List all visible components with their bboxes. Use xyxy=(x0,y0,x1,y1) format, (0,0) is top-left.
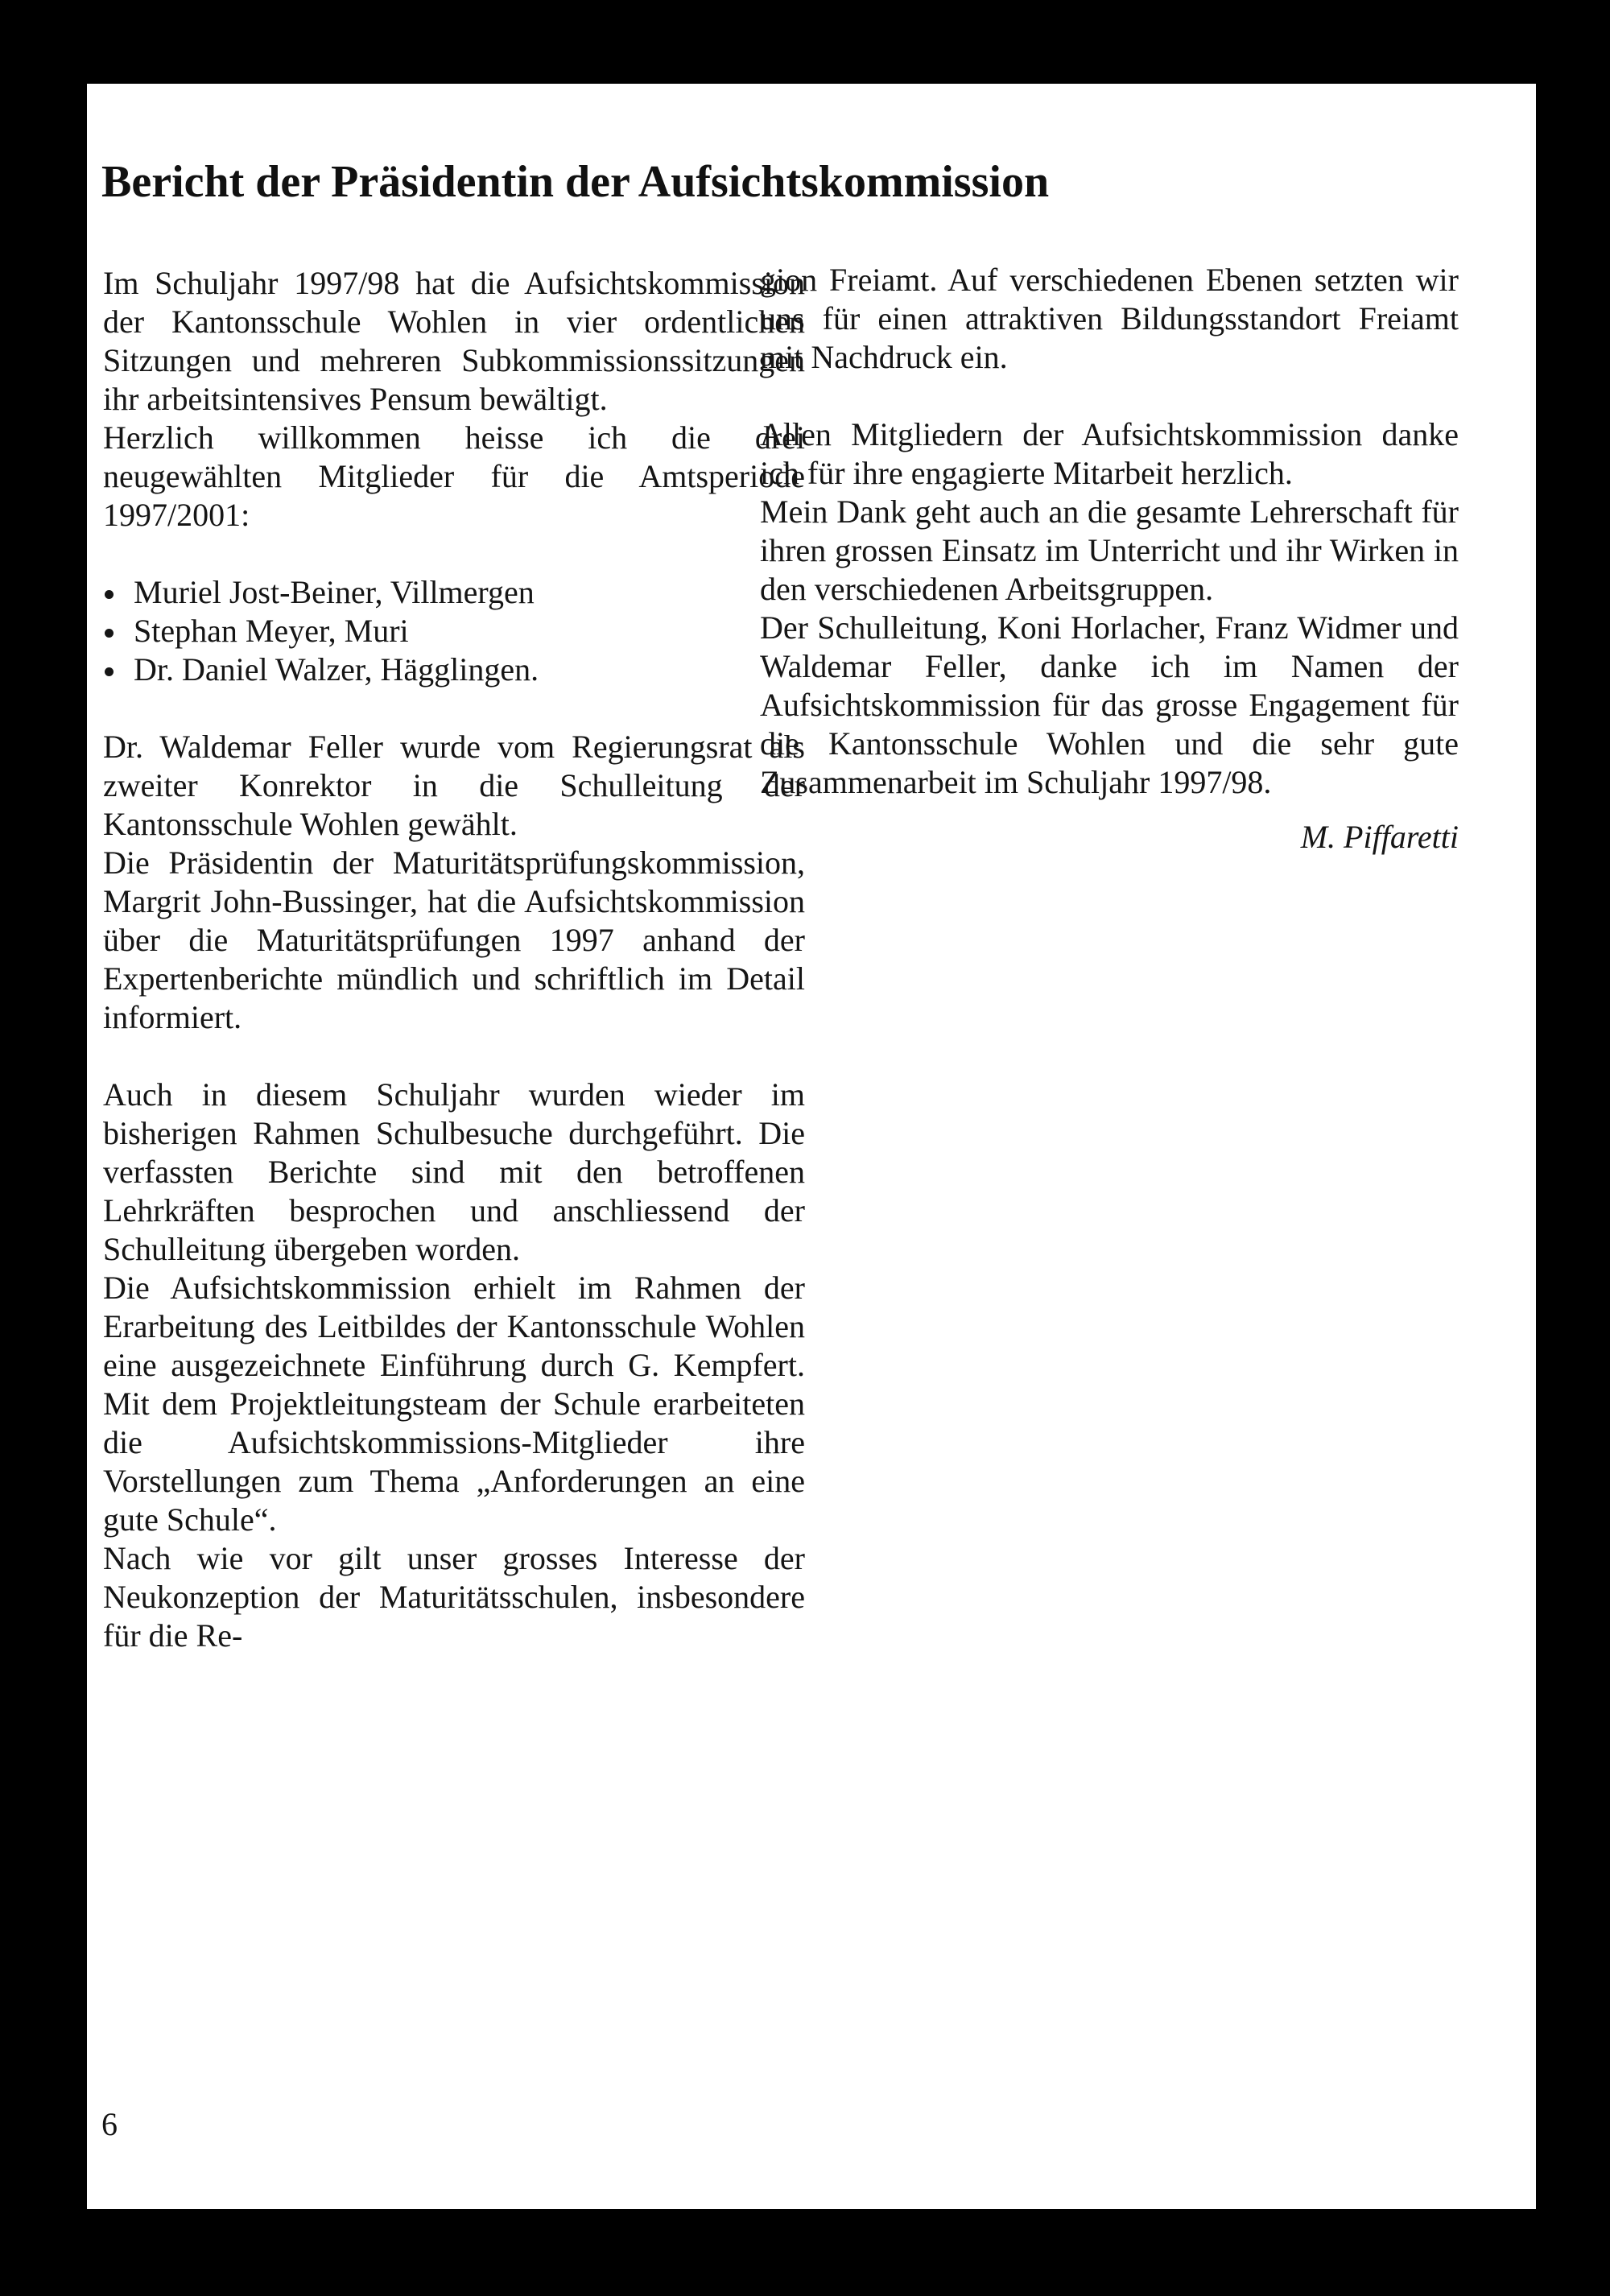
new-members-list xyxy=(103,573,805,689)
paragraph-neukonzeption: Nach wie vor gilt unser grosses Interesse der Neukonzeption der Maturitätsschulen, insbesondere für die Re- xyxy=(103,1540,805,1654)
signature: M. Piffaretti xyxy=(1300,819,1459,855)
page-number: 6 xyxy=(101,2106,118,2142)
paragraph-mission-statement: Die Aufsichtskommission erhielt im Rahmen der Erarbeitung des Leitbildes der Kantonsschule Wohlen eine ausgezeichnete Einführung durch G. Kempfert. Mit dem Projektleitungsteam der Schule erarbeiteten die Aufsichtskommissions-Mitglieder ihre Vorstellungen zum Thema „Anforderungen an eine gute Schule“. xyxy=(103,1270,805,1538)
paragraph-thanks-leadership: Der Schulleitung, Koni Horlacher, Franz Widmer und Waldemar Feller, danke ich im Namen der Aufsichtskommission für das grosse Engagement für die Kantonsschule Wohlen und die sehr gute Zusammenarbeit im Schuljahr 1997/98. xyxy=(760,609,1459,800)
right-column xyxy=(760,261,1459,857)
paragraph-thanks-members: Allen Mitgliedern der Aufsichtskommission danke ich für ihre engagierte Mitarbeit herzlich. xyxy=(760,416,1459,491)
paragraph-thanks-teachers: Mein Dank geht auch an die gesamte Lehrerschaft für ihren grossen Einsatz im Unterricht und ihr Wirken in den verschiedenen Arbeitsgruppen. xyxy=(760,493,1459,607)
left-column xyxy=(103,264,805,1655)
paragraph-konrektor: Dr. Waldemar Feller wurde vom Regierungsrat als zweiter Konrektor in die Schulleitung der Kantonsschule Wohlen gewählt. xyxy=(103,729,805,842)
list-item: Dr. Daniel Walzer, Hägglingen. xyxy=(103,650,805,689)
paragraph-meetings: Im Schuljahr 1997/98 hat die Aufsichtskommission der Kantonsschule Wohlen in vier ordentlichen Sitzungen und mehreren Subkommissionssitzungen ihr arbeitsintensives Pensum bewältigt. xyxy=(103,265,805,417)
paragraph-maturity-exams: Die Präsidentin der Maturitätsprüfungskommission, Margrit John-Bussinger, hat die Aufsichtskommission über die Maturitätsprüfungen 1997 anhand der Expertenberichte mündlich und schriftlich im Detail informiert. xyxy=(103,844,805,1035)
list-item: Muriel Jost-Beiner, Villmergen xyxy=(103,573,805,612)
paragraph-school-visits: Auch in diesem Schuljahr wurden wieder im bisherigen Rahmen Schulbesuche durchgeführt. Die verfassten Berichte sind mit den betroffenen Lehrkräften besprochen und anschliessend der Schulleitung übergeben worden. xyxy=(103,1076,805,1267)
list-item: Stephan Meyer, Muri xyxy=(103,612,805,650)
paragraph-welcome: Herzlich willkommen heisse ich die drei neugewählten Mitglieder für die Amtsperiode 1997/2001: xyxy=(103,419,805,533)
paragraph-freiamt: gion Freiamt. Auf verschiedenen Ebenen setzten wir uns für einen attraktiven Bildungsstandort Freiamt mit Nachdruck ein. xyxy=(760,262,1459,375)
report-title: Bericht der Präsidentin der Aufsichtskommission xyxy=(101,157,1050,207)
